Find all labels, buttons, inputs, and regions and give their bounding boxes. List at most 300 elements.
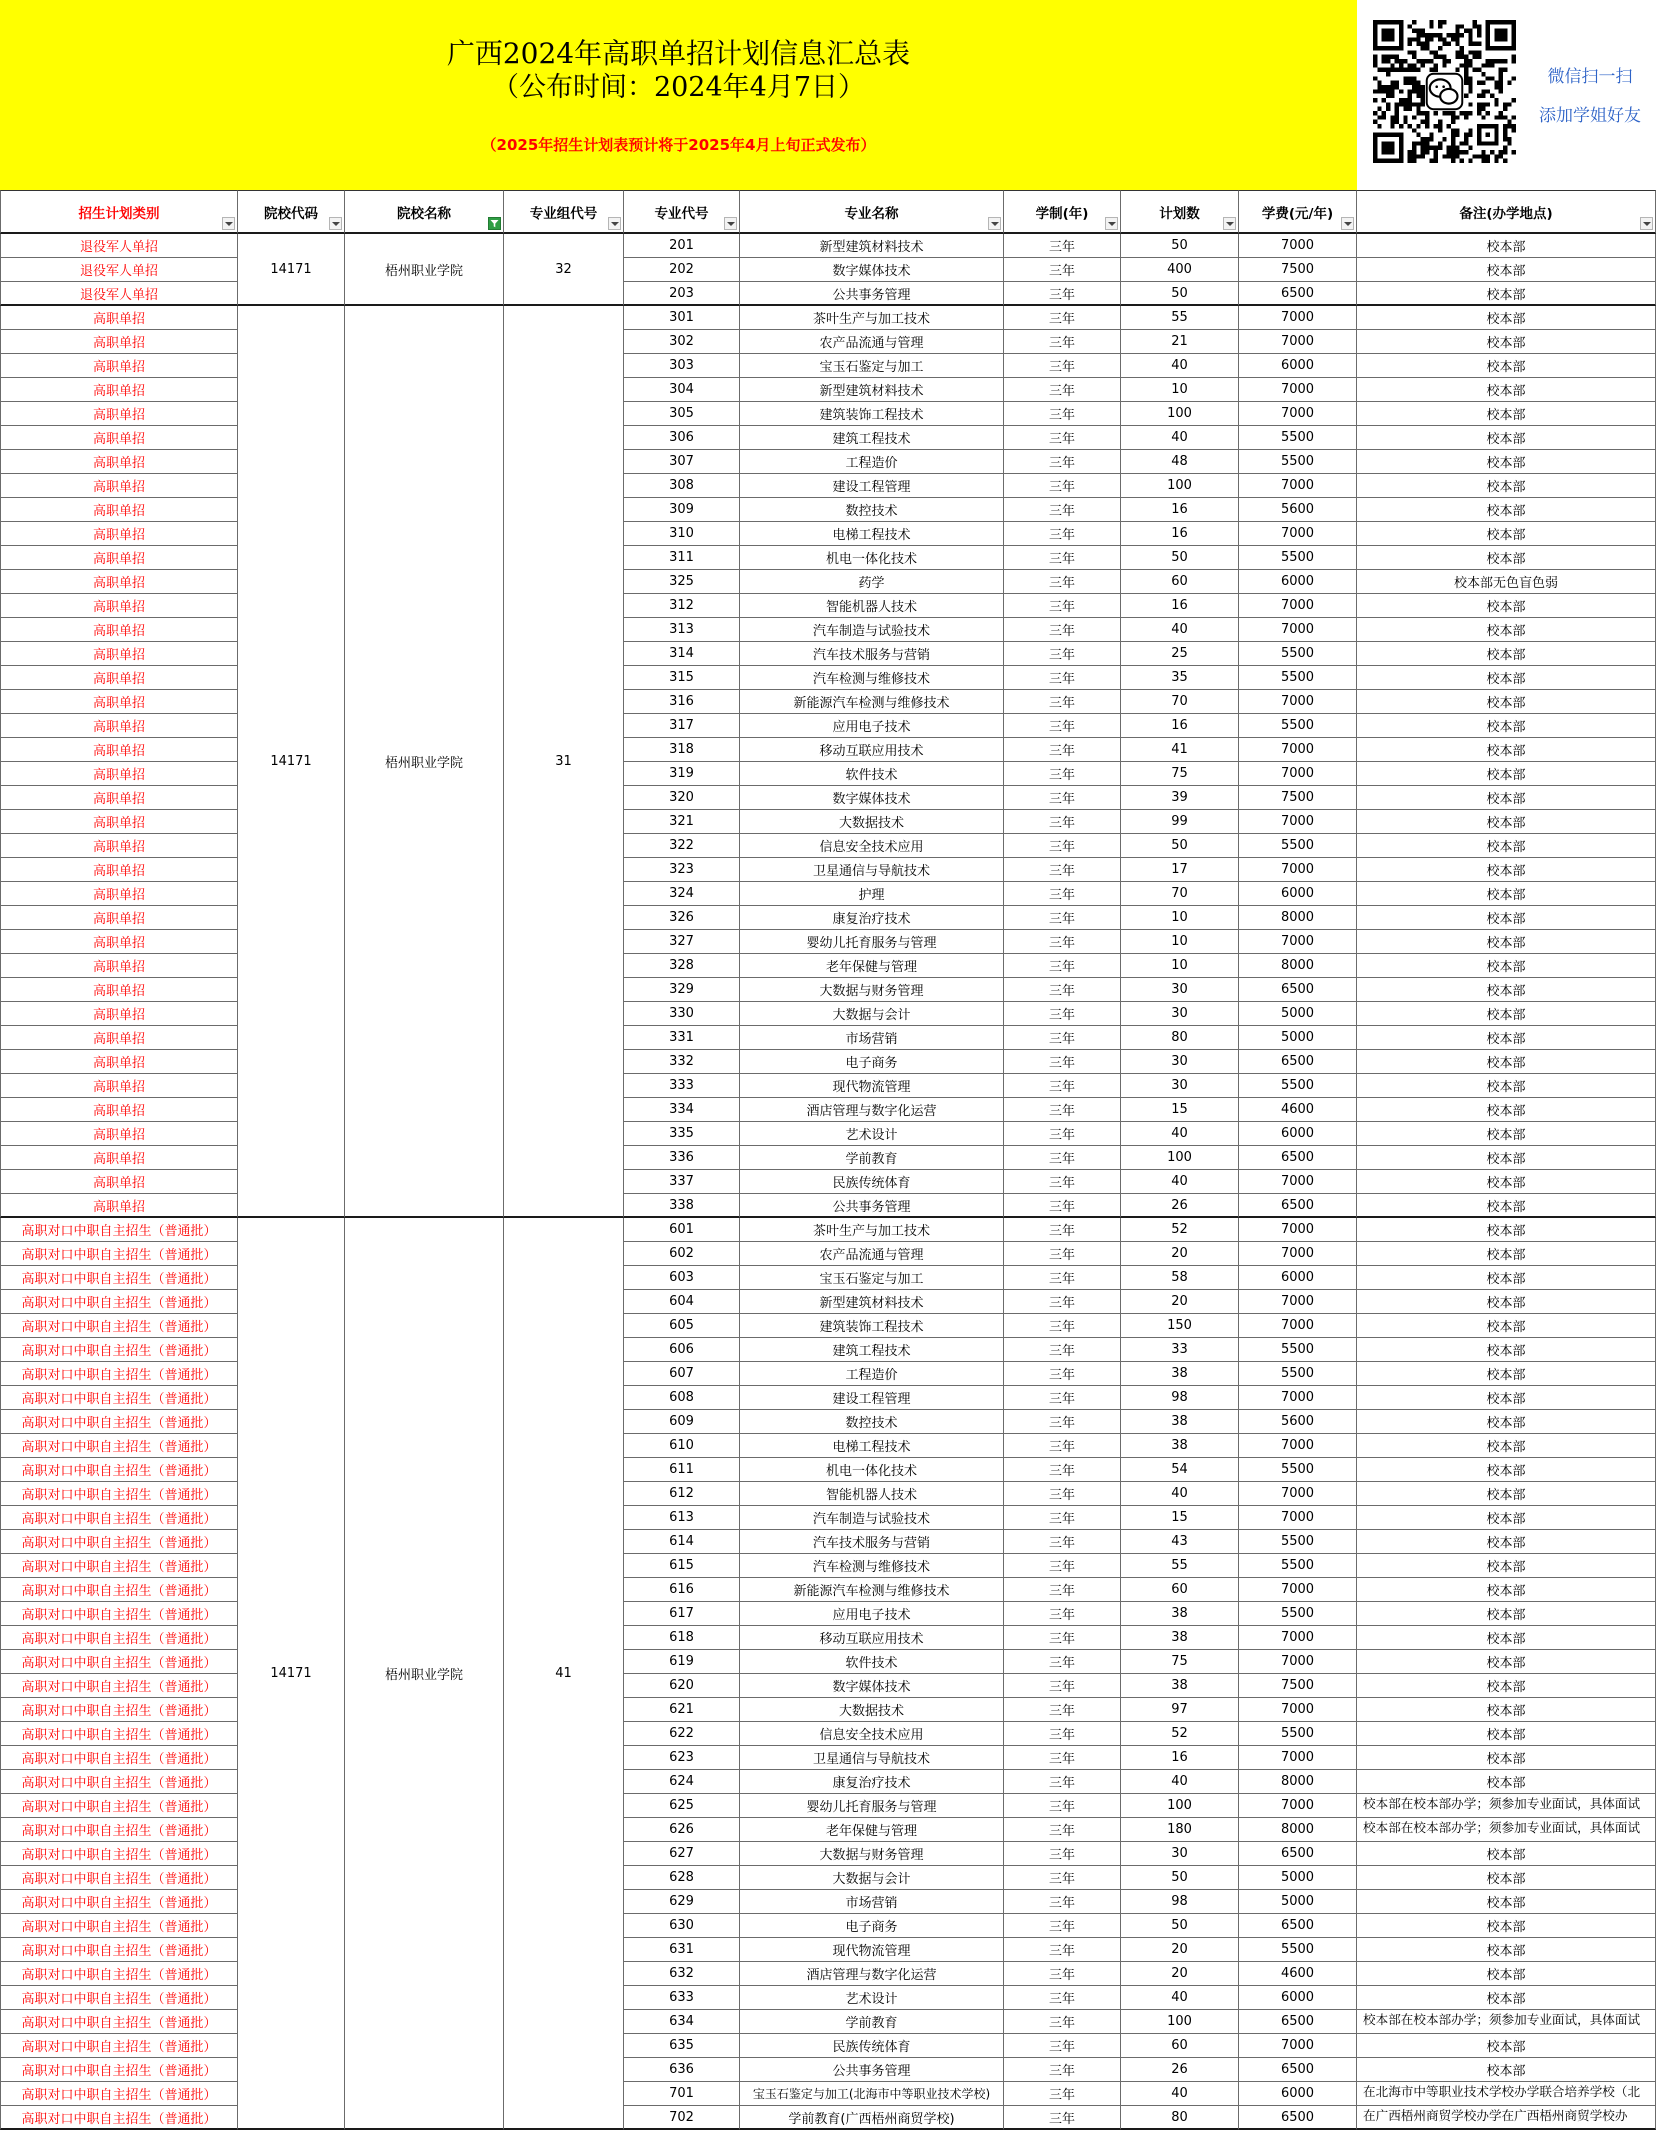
duration-cell: 三年 bbox=[1004, 1386, 1121, 1410]
tuition-cell: 7000 bbox=[1239, 234, 1357, 258]
major-name-cell: 康复治疗技术 bbox=[740, 906, 1004, 930]
plan-count-cell: 100 bbox=[1121, 474, 1239, 498]
major-name-cell: 公共事务管理 bbox=[740, 2058, 1004, 2082]
duration-cell: 三年 bbox=[1004, 1290, 1121, 1314]
tuition-cell: 6000 bbox=[1239, 570, 1357, 594]
chevron-down-icon[interactable] bbox=[1105, 217, 1118, 230]
major-name-cell: 学前教育(广西梧州商贸学校) bbox=[740, 2106, 1004, 2130]
plan-count-cell: 58 bbox=[1121, 1266, 1239, 1290]
plan-count-cell: 16 bbox=[1121, 498, 1239, 522]
plan-count-cell: 60 bbox=[1121, 2034, 1239, 2058]
tuition-cell: 7000 bbox=[1239, 810, 1357, 834]
remarks-cell: 校本部 bbox=[1357, 1746, 1656, 1770]
duration-cell: 三年 bbox=[1004, 1554, 1121, 1578]
remarks-cell: 校本部 bbox=[1357, 1146, 1656, 1170]
plan-count-cell: 40 bbox=[1121, 354, 1239, 378]
major-name-cell: 宝玉石鉴定与加工 bbox=[740, 354, 1004, 378]
major-name-cell: 移动互联应用技术 bbox=[740, 1626, 1004, 1650]
major-code-cell: 330 bbox=[624, 1002, 740, 1026]
plan-count-cell: 30 bbox=[1121, 978, 1239, 1002]
tuition-cell: 7000 bbox=[1239, 2034, 1357, 2058]
remarks-cell: 校本部 bbox=[1357, 1722, 1656, 1746]
category-cell: 高职单招 bbox=[0, 450, 238, 474]
qr-label-add-friend: 添加学姐好友 bbox=[1539, 106, 1641, 126]
plan-count-cell: 35 bbox=[1121, 666, 1239, 690]
duration-cell: 三年 bbox=[1004, 1938, 1121, 1962]
category-cell: 高职对口中职自主招生（普通批） bbox=[0, 1746, 238, 1770]
plan-count-cell: 25 bbox=[1121, 642, 1239, 666]
category-cell: 高职对口中职自主招生（普通批） bbox=[0, 2010, 238, 2034]
chevron-down-icon[interactable] bbox=[724, 217, 737, 230]
plan-count-cell: 70 bbox=[1121, 690, 1239, 714]
remarks-cell: 校本部 bbox=[1357, 786, 1656, 810]
duration-cell: 三年 bbox=[1004, 1482, 1121, 1506]
major-code-cell: 310 bbox=[624, 522, 740, 546]
category-cell: 高职单招 bbox=[0, 522, 238, 546]
tuition-cell: 6000 bbox=[1239, 354, 1357, 378]
group-code-cell: 32 bbox=[504, 234, 624, 306]
column-header-major-name bbox=[740, 190, 1004, 234]
qr-code bbox=[1373, 20, 1516, 163]
category-cell: 高职对口中职自主招生（普通批） bbox=[0, 1938, 238, 1962]
duration-cell: 三年 bbox=[1004, 1650, 1121, 1674]
major-name-cell: 大数据与财务管理 bbox=[740, 978, 1004, 1002]
remarks-cell: 校本部 bbox=[1357, 666, 1656, 690]
plan-count-cell: 41 bbox=[1121, 738, 1239, 762]
duration-cell: 三年 bbox=[1004, 738, 1121, 762]
major-name-cell: 电子商务 bbox=[740, 1914, 1004, 1938]
duration-cell: 三年 bbox=[1004, 690, 1121, 714]
tuition-cell: 6500 bbox=[1239, 1194, 1357, 1218]
plan-count-cell: 16 bbox=[1121, 594, 1239, 618]
remarks-cell: 校本部 bbox=[1357, 1842, 1656, 1866]
plan-count-cell: 98 bbox=[1121, 1386, 1239, 1410]
plan-count-cell: 40 bbox=[1121, 1170, 1239, 1194]
plan-table bbox=[0, 190, 1656, 2130]
duration-cell: 三年 bbox=[1004, 1434, 1121, 1458]
plan-count-cell: 38 bbox=[1121, 1602, 1239, 1626]
duration-cell: 三年 bbox=[1004, 1194, 1121, 1218]
tuition-cell: 6500 bbox=[1239, 282, 1357, 306]
major-code-cell: 631 bbox=[624, 1938, 740, 1962]
tuition-cell: 7000 bbox=[1239, 690, 1357, 714]
chevron-down-icon[interactable] bbox=[222, 217, 235, 230]
duration-cell: 三年 bbox=[1004, 1818, 1121, 1842]
duration-cell: 三年 bbox=[1004, 1962, 1121, 1986]
major-name-cell: 建设工程管理 bbox=[740, 1386, 1004, 1410]
tuition-cell: 6500 bbox=[1239, 2058, 1357, 2082]
duration-cell: 三年 bbox=[1004, 1986, 1121, 2010]
category-cell: 退役军人单招 bbox=[0, 234, 238, 258]
plan-count-cell: 40 bbox=[1121, 2082, 1239, 2106]
chevron-down-icon[interactable] bbox=[329, 217, 342, 230]
category-cell: 高职对口中职自主招生（普通批） bbox=[0, 1362, 238, 1386]
category-cell: 高职单招 bbox=[0, 354, 238, 378]
category-cell: 高职对口中职自主招生（普通批） bbox=[0, 1842, 238, 1866]
remarks-cell: 校本部 bbox=[1357, 1194, 1656, 1218]
remarks-cell: 校本部 bbox=[1357, 1314, 1656, 1338]
plan-count-cell: 30 bbox=[1121, 1002, 1239, 1026]
plan-count-cell: 50 bbox=[1121, 1866, 1239, 1890]
category-cell: 高职单招 bbox=[0, 738, 238, 762]
duration-cell: 三年 bbox=[1004, 1098, 1121, 1122]
major-code-cell: 302 bbox=[624, 330, 740, 354]
duration-cell: 三年 bbox=[1004, 1122, 1121, 1146]
category-cell: 高职单招 bbox=[0, 426, 238, 450]
plan-count-cell: 80 bbox=[1121, 1026, 1239, 1050]
major-code-cell: 311 bbox=[624, 546, 740, 570]
category-cell: 高职对口中职自主招生（普通批） bbox=[0, 1866, 238, 1890]
duration-cell: 三年 bbox=[1004, 954, 1121, 978]
plan-count-cell: 60 bbox=[1121, 570, 1239, 594]
duration-cell: 三年 bbox=[1004, 402, 1121, 426]
category-cell: 高职单招 bbox=[0, 594, 238, 618]
major-code-cell: 635 bbox=[624, 2034, 740, 2058]
duration-cell: 三年 bbox=[1004, 546, 1121, 570]
major-name-cell: 艺术设计 bbox=[740, 1122, 1004, 1146]
category-cell: 高职单招 bbox=[0, 690, 238, 714]
duration-cell: 三年 bbox=[1004, 762, 1121, 786]
major-name-cell: 老年保健与管理 bbox=[740, 954, 1004, 978]
category-cell: 高职对口中职自主招生（普通批） bbox=[0, 1410, 238, 1434]
tuition-cell: 7000 bbox=[1239, 1506, 1357, 1530]
plan-count-cell: 30 bbox=[1121, 1074, 1239, 1098]
category-cell: 高职对口中职自主招生（普通批） bbox=[0, 1242, 238, 1266]
major-name-cell: 智能机器人技术 bbox=[740, 1482, 1004, 1506]
duration-cell: 三年 bbox=[1004, 1362, 1121, 1386]
remarks-cell: 校本部 bbox=[1357, 450, 1656, 474]
tuition-cell: 5500 bbox=[1239, 450, 1357, 474]
column-header-plan-category bbox=[0, 190, 238, 234]
major-code-cell: 304 bbox=[624, 378, 740, 402]
major-name-cell: 新型建筑材料技术 bbox=[740, 234, 1004, 258]
category-cell: 高职对口中职自主招生（普通批） bbox=[0, 1578, 238, 1602]
major-name-cell: 市场营销 bbox=[740, 1890, 1004, 1914]
duration-cell: 三年 bbox=[1004, 1914, 1121, 1938]
tuition-cell: 5000 bbox=[1239, 1026, 1357, 1050]
major-code-cell: 608 bbox=[624, 1386, 740, 1410]
major-code-cell: 702 bbox=[624, 2106, 740, 2130]
plan-count-cell: 40 bbox=[1121, 1986, 1239, 2010]
plan-count-cell: 26 bbox=[1121, 1194, 1239, 1218]
tuition-cell: 5500 bbox=[1239, 1554, 1357, 1578]
duration-cell: 三年 bbox=[1004, 1794, 1121, 1818]
group-code-cell: 31 bbox=[504, 306, 624, 1218]
major-code-cell: 323 bbox=[624, 858, 740, 882]
plan-count-cell: 50 bbox=[1121, 234, 1239, 258]
major-name-cell: 智能机器人技术 bbox=[740, 594, 1004, 618]
remarks-cell: 校本部 bbox=[1357, 306, 1656, 330]
duration-cell: 三年 bbox=[1004, 786, 1121, 810]
plan-count-cell: 33 bbox=[1121, 1338, 1239, 1362]
remarks-cell: 校本部 bbox=[1357, 930, 1656, 954]
major-code-cell: 701 bbox=[624, 2082, 740, 2106]
category-cell: 高职对口中职自主招生（普通批） bbox=[0, 1386, 238, 1410]
tuition-cell: 7000 bbox=[1239, 1386, 1357, 1410]
category-cell: 高职单招 bbox=[0, 786, 238, 810]
tuition-cell: 6500 bbox=[1239, 1842, 1357, 1866]
category-cell: 高职单招 bbox=[0, 714, 238, 738]
plan-count-cell: 50 bbox=[1121, 282, 1239, 306]
tuition-cell: 7000 bbox=[1239, 594, 1357, 618]
duration-cell: 三年 bbox=[1004, 1842, 1121, 1866]
major-name-cell: 民族传统体育 bbox=[740, 2034, 1004, 2058]
category-cell: 高职对口中职自主招生（普通批） bbox=[0, 2058, 238, 2082]
duration-cell: 三年 bbox=[1004, 1506, 1121, 1530]
remarks-cell: 校本部 bbox=[1357, 1578, 1656, 1602]
column-header-group-code bbox=[504, 190, 624, 234]
school-code-cell: 14171 bbox=[238, 306, 345, 1218]
category-cell: 高职对口中职自主招生（普通批） bbox=[0, 1554, 238, 1578]
major-code-cell: 305 bbox=[624, 402, 740, 426]
tuition-cell: 6500 bbox=[1239, 1050, 1357, 1074]
duration-cell: 三年 bbox=[1004, 1458, 1121, 1482]
major-code-cell: 332 bbox=[624, 1050, 740, 1074]
major-name-cell: 新型建筑材料技术 bbox=[740, 1290, 1004, 1314]
category-cell: 高职单招 bbox=[0, 402, 238, 426]
major-code-cell: 336 bbox=[624, 1146, 740, 1170]
major-name-cell: 汽车检测与维修技术 bbox=[740, 1554, 1004, 1578]
major-name-cell: 大数据与财务管理 bbox=[740, 1842, 1004, 1866]
duration-cell: 三年 bbox=[1004, 378, 1121, 402]
plan-count-cell: 15 bbox=[1121, 1506, 1239, 1530]
major-code-cell: 301 bbox=[624, 306, 740, 330]
tuition-cell: 6000 bbox=[1239, 882, 1357, 906]
chevron-down-icon[interactable] bbox=[1223, 217, 1236, 230]
major-name-cell: 大数据技术 bbox=[740, 810, 1004, 834]
category-cell: 高职对口中职自主招生（普通批） bbox=[0, 1890, 238, 1914]
category-cell: 高职单招 bbox=[0, 930, 238, 954]
category-cell: 高职对口中职自主招生（普通批） bbox=[0, 1722, 238, 1746]
major-code-cell: 605 bbox=[624, 1314, 740, 1338]
chevron-down-icon[interactable] bbox=[988, 217, 1001, 230]
column-header-label: 院校名称 bbox=[397, 205, 451, 222]
duration-cell: 三年 bbox=[1004, 1314, 1121, 1338]
major-name-cell: 电梯工程技术 bbox=[740, 522, 1004, 546]
category-cell: 高职对口中职自主招生（普通批） bbox=[0, 1434, 238, 1458]
duration-cell: 三年 bbox=[1004, 2010, 1121, 2034]
category-cell: 高职单招 bbox=[0, 954, 238, 978]
major-name-cell: 汽车技术服务与营销 bbox=[740, 642, 1004, 666]
tuition-cell: 7000 bbox=[1239, 1650, 1357, 1674]
remarks-cell: 校本部 bbox=[1357, 690, 1656, 714]
tuition-cell: 7000 bbox=[1239, 1746, 1357, 1770]
plan-count-cell: 10 bbox=[1121, 954, 1239, 978]
category-cell: 高职单招 bbox=[0, 642, 238, 666]
remarks-cell: 校本部 bbox=[1357, 642, 1656, 666]
major-code-cell: 626 bbox=[624, 1818, 740, 1842]
category-cell: 高职对口中职自主招生（普通批） bbox=[0, 1818, 238, 1842]
remarks-cell: 校本部 bbox=[1357, 378, 1656, 402]
tuition-cell: 5000 bbox=[1239, 1890, 1357, 1914]
duration-cell: 三年 bbox=[1004, 570, 1121, 594]
category-cell: 高职对口中职自主招生（普通批） bbox=[0, 1602, 238, 1626]
remarks-cell: 在广西梧州商贸学校办学在广西梧州商贸学校办 bbox=[1357, 2106, 1656, 2130]
tuition-cell: 6500 bbox=[1239, 978, 1357, 1002]
category-cell: 高职对口中职自主招生（普通批） bbox=[0, 1266, 238, 1290]
major-name-cell: 数字媒体技术 bbox=[740, 1674, 1004, 1698]
major-code-cell: 617 bbox=[624, 1602, 740, 1626]
tuition-cell: 6000 bbox=[1239, 1266, 1357, 1290]
tuition-cell: 5500 bbox=[1239, 714, 1357, 738]
column-header-label: 招生计划类别 bbox=[78, 205, 160, 222]
duration-cell: 三年 bbox=[1004, 1770, 1121, 1794]
duration-cell: 三年 bbox=[1004, 714, 1121, 738]
remarks-cell: 校本部 bbox=[1357, 738, 1656, 762]
major-name-cell: 建筑工程技术 bbox=[740, 1338, 1004, 1362]
column-header-remarks bbox=[1357, 190, 1656, 234]
category-cell: 高职对口中职自主招生（普通批） bbox=[0, 2034, 238, 2058]
category-cell: 高职对口中职自主招生（普通批） bbox=[0, 1218, 238, 1242]
major-name-cell: 汽车制造与试验技术 bbox=[740, 1506, 1004, 1530]
duration-cell: 三年 bbox=[1004, 1578, 1121, 1602]
tuition-cell: 7500 bbox=[1239, 1674, 1357, 1698]
remarks-cell: 校本部 bbox=[1357, 546, 1656, 570]
remarks-cell: 校本部 bbox=[1357, 1986, 1656, 2010]
plan-count-cell: 20 bbox=[1121, 1290, 1239, 1314]
category-cell: 高职单招 bbox=[0, 498, 238, 522]
major-code-cell: 607 bbox=[624, 1362, 740, 1386]
tuition-cell: 7000 bbox=[1239, 330, 1357, 354]
plan-count-cell: 80 bbox=[1121, 2106, 1239, 2130]
remarks-cell: 校本部 bbox=[1357, 1938, 1656, 1962]
category-cell: 高职对口中职自主招生（普通批） bbox=[0, 1530, 238, 1554]
major-name-cell: 工程造价 bbox=[740, 1362, 1004, 1386]
chevron-down-icon[interactable] bbox=[1640, 217, 1653, 230]
remarks-cell: 校本部在校本部办学；须参加专业面试，具体面试 bbox=[1357, 1818, 1656, 1842]
major-code-cell: 612 bbox=[624, 1482, 740, 1506]
plan-count-cell: 38 bbox=[1121, 1626, 1239, 1650]
major-name-cell: 酒店管理与数字化运营 bbox=[740, 1962, 1004, 1986]
publish-date: （公布时间：2024年4月7日） bbox=[491, 72, 866, 103]
category-cell: 高职对口中职自主招生（普通批） bbox=[0, 2082, 238, 2106]
duration-cell: 三年 bbox=[1004, 1242, 1121, 1266]
category-cell: 高职单招 bbox=[0, 570, 238, 594]
column-header-label: 学制(年) bbox=[1035, 205, 1089, 222]
major-name-cell: 应用电子技术 bbox=[740, 1602, 1004, 1626]
column-header-label: 院校代码 bbox=[264, 205, 318, 222]
plan-count-cell: 20 bbox=[1121, 1962, 1239, 1986]
category-cell: 高职单招 bbox=[0, 882, 238, 906]
column-header-plan-count bbox=[1121, 190, 1239, 234]
major-code-cell: 315 bbox=[624, 666, 740, 690]
column-header-label: 专业名称 bbox=[844, 205, 899, 222]
tuition-cell: 4600 bbox=[1239, 1962, 1357, 1986]
chevron-down-icon[interactable] bbox=[1341, 217, 1354, 230]
funnel-filter-icon[interactable] bbox=[488, 217, 501, 230]
duration-cell: 三年 bbox=[1004, 930, 1121, 954]
remarks-cell: 校本部在校本部办学；须参加专业面试，具体面试 bbox=[1357, 1794, 1656, 1818]
plan-count-cell: 40 bbox=[1121, 426, 1239, 450]
duration-cell: 三年 bbox=[1004, 1674, 1121, 1698]
remarks-cell: 校本部 bbox=[1357, 834, 1656, 858]
plan-count-cell: 100 bbox=[1121, 1794, 1239, 1818]
remarks-cell: 校本部 bbox=[1357, 1218, 1656, 1242]
tuition-cell: 8000 bbox=[1239, 1770, 1357, 1794]
duration-cell: 三年 bbox=[1004, 2082, 1121, 2106]
major-name-cell: 软件技术 bbox=[740, 762, 1004, 786]
plan-count-cell: 38 bbox=[1121, 1434, 1239, 1458]
major-name-cell: 数控技术 bbox=[740, 1410, 1004, 1434]
duration-cell: 三年 bbox=[1004, 978, 1121, 1002]
remarks-cell: 在北海市中等职业技术学校办学联合培养学校（北 bbox=[1357, 2082, 1656, 2106]
major-code-cell: 630 bbox=[624, 1914, 740, 1938]
tuition-cell: 7000 bbox=[1239, 522, 1357, 546]
category-cell: 高职单招 bbox=[0, 306, 238, 330]
category-cell: 高职单招 bbox=[0, 1122, 238, 1146]
duration-cell: 三年 bbox=[1004, 594, 1121, 618]
duration-cell: 三年 bbox=[1004, 1722, 1121, 1746]
school-name-cell: 梧州职业学院 bbox=[345, 234, 504, 306]
major-code-cell: 327 bbox=[624, 930, 740, 954]
duration-cell: 三年 bbox=[1004, 1746, 1121, 1770]
category-cell: 高职对口中职自主招生（普通批） bbox=[0, 1314, 238, 1338]
major-name-cell: 软件技术 bbox=[740, 1650, 1004, 1674]
remarks-cell: 校本部 bbox=[1357, 1458, 1656, 1482]
tuition-cell: 7000 bbox=[1239, 738, 1357, 762]
remarks-cell: 校本部 bbox=[1357, 1650, 1656, 1674]
tuition-cell: 5500 bbox=[1239, 1074, 1357, 1098]
plan-count-cell: 54 bbox=[1121, 1458, 1239, 1482]
tuition-cell: 7000 bbox=[1239, 474, 1357, 498]
major-code-cell: 337 bbox=[624, 1170, 740, 1194]
tuition-cell: 5600 bbox=[1239, 1410, 1357, 1434]
remarks-cell: 校本部 bbox=[1357, 354, 1656, 378]
column-header-label: 备注(办学地点) bbox=[1459, 205, 1553, 222]
remarks-cell: 校本部 bbox=[1357, 1386, 1656, 1410]
remarks-cell: 校本部 bbox=[1357, 522, 1656, 546]
remarks-cell: 校本部 bbox=[1357, 2058, 1656, 2082]
major-name-cell: 应用电子技术 bbox=[740, 714, 1004, 738]
major-name-cell: 移动互联应用技术 bbox=[740, 738, 1004, 762]
column-header-label: 计划数 bbox=[1159, 205, 1200, 222]
major-code-cell: 318 bbox=[624, 738, 740, 762]
plan-count-cell: 50 bbox=[1121, 546, 1239, 570]
major-code-cell: 620 bbox=[624, 1674, 740, 1698]
plan-count-cell: 10 bbox=[1121, 930, 1239, 954]
major-name-cell: 汽车技术服务与营销 bbox=[740, 1530, 1004, 1554]
duration-cell: 三年 bbox=[1004, 1026, 1121, 1050]
tuition-cell: 5500 bbox=[1239, 1530, 1357, 1554]
chevron-down-icon[interactable] bbox=[608, 217, 621, 230]
category-cell: 高职对口中职自主招生（普通批） bbox=[0, 1962, 238, 1986]
tuition-cell: 5500 bbox=[1239, 642, 1357, 666]
major-code-cell: 331 bbox=[624, 1026, 740, 1050]
tuition-cell: 5500 bbox=[1239, 1338, 1357, 1362]
category-cell: 高职对口中职自主招生（普通批） bbox=[0, 1650, 238, 1674]
category-cell: 高职单招 bbox=[0, 906, 238, 930]
school-name-cell: 梧州职业学院 bbox=[345, 1218, 504, 2130]
category-cell: 高职单招 bbox=[0, 618, 238, 642]
page-title: 广西2024年高职单招计划信息汇总表 bbox=[446, 37, 911, 70]
category-cell: 高职对口中职自主招生（普通批） bbox=[0, 1794, 238, 1818]
plan-count-cell: 97 bbox=[1121, 1698, 1239, 1722]
remarks-cell: 校本部 bbox=[1357, 1626, 1656, 1650]
duration-cell: 三年 bbox=[1004, 1074, 1121, 1098]
category-cell: 高职单招 bbox=[0, 1026, 238, 1050]
plan-count-cell: 75 bbox=[1121, 1650, 1239, 1674]
remarks-cell: 校本部 bbox=[1357, 1914, 1656, 1938]
tuition-cell: 5500 bbox=[1239, 426, 1357, 450]
duration-cell: 三年 bbox=[1004, 282, 1121, 306]
major-name-cell: 新型建筑材料技术 bbox=[740, 378, 1004, 402]
category-cell: 高职对口中职自主招生（普通批） bbox=[0, 1986, 238, 2010]
category-cell: 高职单招 bbox=[0, 474, 238, 498]
tuition-cell: 6500 bbox=[1239, 2106, 1357, 2130]
category-cell: 高职对口中职自主招生（普通批） bbox=[0, 1626, 238, 1650]
major-code-cell: 335 bbox=[624, 1122, 740, 1146]
tuition-cell: 8000 bbox=[1239, 954, 1357, 978]
